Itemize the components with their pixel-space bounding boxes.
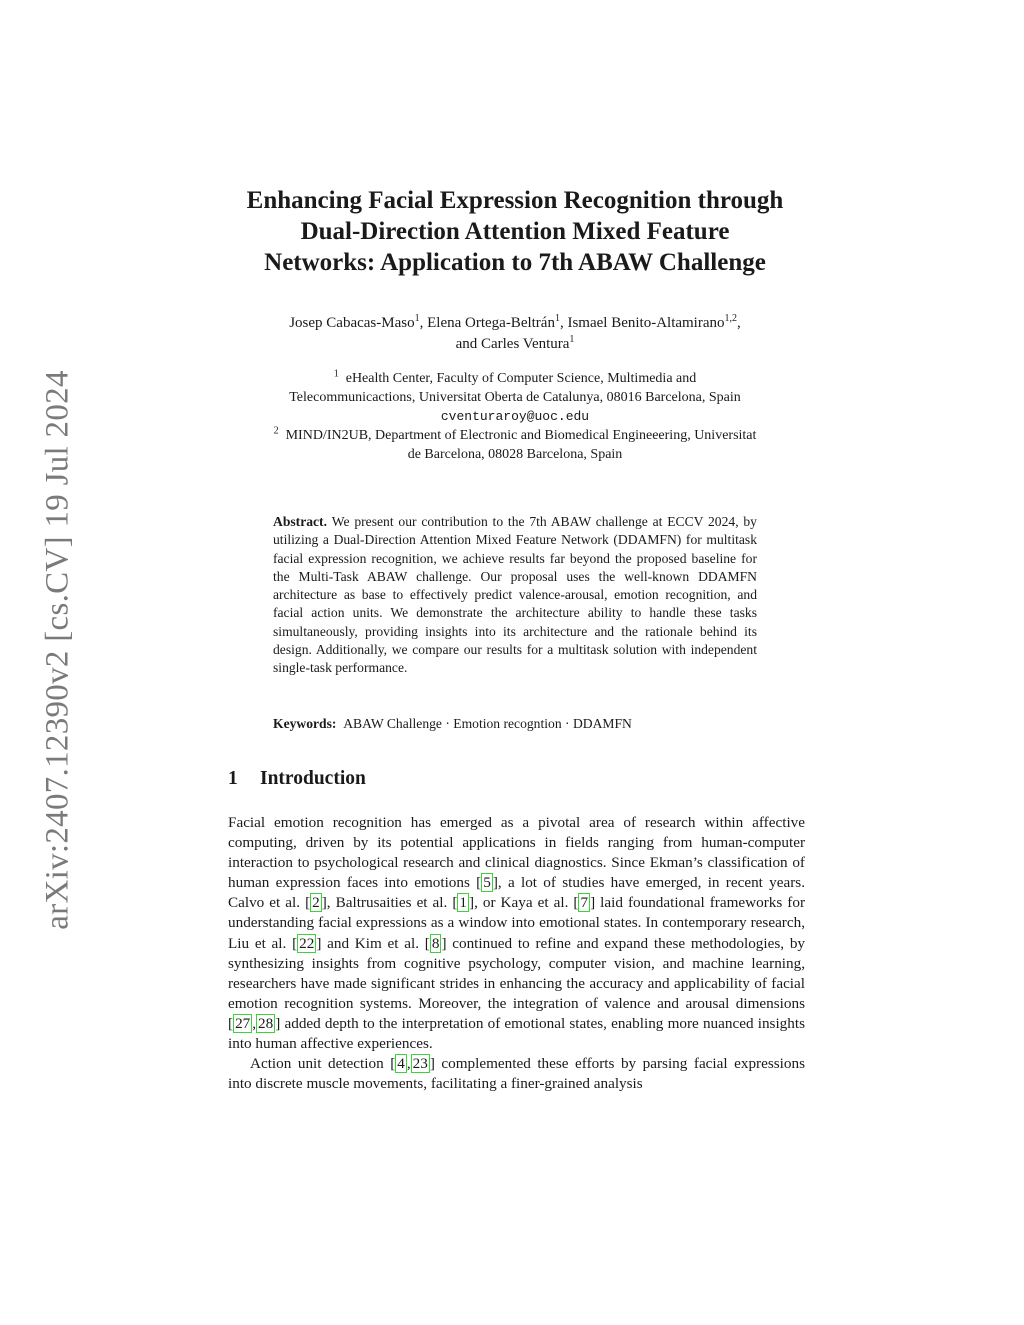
paragraph-text: continued to refine and expand these methodologies, by synthesizing insights from cognitive psychology, computer vision, and machine learning, researchers have made significant strides in enhancing the accuracy and applicability of facial emotion recognition systems. Moreover, the integration of valence and arousal dimensions <box>228 934 806 1012</box>
paragraph: Action unit detection [ 4 , 23 ] complemented these efforts by parsing facial expressions into discrete muscle movements, facilitating a finer-grained analysis <box>228 1055 805 1093</box>
author-list <box>200 313 830 355</box>
paragraph-text: complemented these efforts by parsing facial expressions into discrete muscle movements, facilitating a finer-grained analysis <box>228 1055 805 1093</box>
abstract-label: Abstract. <box>273 514 327 529</box>
paragraph-text: Action unit detection <box>250 1055 391 1073</box>
section-title: Introduction <box>260 768 366 789</box>
citation-link[interactable]: 22 <box>299 934 315 952</box>
paragraph-text: and Kim et al. <box>321 934 425 952</box>
abstract-text: We present our contribution to the 7th ABAW challenge at ECCV 2024, by utilizing a Dual-Direction Attention Mixed Feature Network (DDAMFN) for multitask facial expression recognition, we achieve results far beyond the proposed baseline for the Multi-Task ABAW challenge. Our proposal uses the well-known DDAMFN architecture as base to effectively predict valence-arousal, emotion recognition, and facial action units. We demonstrate the architecture ability to handle these tasks simultaneously, providing insights into its architecture and the rationale behind its design. Additionally, we compare our results for a multitask solution with independent single-task performance. <box>273 514 757 676</box>
title-line-2: Dual-Direction Attention Mixed Feature <box>300 218 730 245</box>
title-line-1: Enhancing Facial Expression Recognition through <box>246 187 784 214</box>
author-name: , Elena Ortega-Beltrán <box>419 315 555 331</box>
citation-link[interactable]: 23 <box>412 1055 428 1073</box>
section-number: 1 <box>228 768 238 789</box>
email-link[interactable]: cventuraroy@uoc.edu <box>440 409 590 424</box>
paragraph-text: , a lot of studies have emerged, in recent years. Calvo et al. <box>228 874 805 912</box>
keywords <box>273 715 757 733</box>
affiliation-text: eHealth Center, Faculty of Computer Science, Multimedia and <box>345 371 697 386</box>
affiliation-text: MIND/IN2UB, Department of Electronic and Biomedical Engineeering, Universitat <box>285 428 757 443</box>
introduction-body <box>228 813 805 1094</box>
author-name: , Ismael Benito-Altamirano <box>559 315 725 331</box>
citation-link[interactable]: 2 <box>312 894 320 912</box>
abstract <box>273 513 757 678</box>
citation-link[interactable]: 4 <box>397 1055 405 1073</box>
citation-link[interactable]: 1 <box>459 894 467 912</box>
paragraph-text: laid foundational frameworks for understanding facial expressions as a window into emotional states. In contemporary research, Liu et al. <box>228 894 806 952</box>
citation-link[interactable]: 5 <box>483 874 491 892</box>
paragraph-text: added depth to the interpretation of emotional states, enabling more nuanced insights into human affective experiences. <box>228 1014 805 1053</box>
section-heading <box>228 768 366 790</box>
affiliation-number: 2 <box>273 425 279 437</box>
author-affiliation-mark: 1 <box>569 334 575 345</box>
citation-link[interactable]: 28 <box>258 1014 274 1032</box>
citation-link[interactable]: 7 <box>580 894 589 912</box>
affiliation-1 <box>200 369 830 388</box>
paragraph: Facial emotion recognition has emerged as a pivotal area of research within affective computing, driven by its potential applications in fields ranging from human-computer interaction to psychological research and clinical diagnostics. Since Ekman’s classification of human expression faces into emotions [ 5 ], a lot of studies have emerged, in recent years. Calvo et al. [ 2 ], Baltrusaities et al. [ 1 ], or Kaya et al. [ 7 ] laid foundational frameworks for understanding facial expressions as a window into emotional states. In contemporary research, Liu et al. [ 22 ] and Kim et al. [ 8 ] continued to refine and expand these methodologies, by synthesizing insights from cognitive psychology, computer vision, and machine learning, researchers have made significant strides in enhancing the accuracy and applicability of facial emotion recognition systems. Moreover, the integration of valence and arousal dimensions [ 27 , 28 ] added depth to the interpretation of emotional states, enabling more nuanced insights into human affective experiences. <box>228 814 806 1053</box>
author-name: and Carles Ventura <box>455 336 570 352</box>
affiliation-text: de Barcelona, 08028 Barcelona, Spain <box>407 447 623 462</box>
arxiv-identifier: arXiv:2407.12390v2 [cs.CV] 19 Jul 2024 <box>39 370 76 930</box>
affiliation-text: Telecommunicactions, Universitat Oberta de Catalunya, 08016 Barcelona, Spain <box>289 390 741 405</box>
affiliation-number: 1 <box>333 368 339 380</box>
keywords-text: ABAW Challenge · Emotion recogntion · DDAMFN <box>343 716 632 731</box>
author-separator: , <box>737 315 741 331</box>
author-affiliation-mark: 1,2 <box>724 313 738 324</box>
author-affiliation-mark: 1 <box>554 313 560 324</box>
citation-link[interactable]: 27 <box>235 1014 251 1032</box>
author-name: Josep Cabacas-Maso <box>289 315 415 331</box>
author-affiliation-mark: 1 <box>414 313 420 324</box>
citation-link[interactable]: 8 <box>431 934 440 952</box>
affiliation-2 <box>200 426 830 445</box>
affiliations <box>200 369 830 464</box>
paragraph-text: , Baltrusaities et al. <box>326 894 453 912</box>
paragraph-text: Facial emotion recognition has emerged as a pivotal area of research within affective computing, driven by its potential applications in fields ranging from human-computer interaction to psychological research and clinical diagnostics. Since Ekman’s classification of human expression faces into emotions <box>228 814 805 892</box>
paper-title <box>200 185 830 278</box>
keywords-label: Keywords: <box>273 716 337 731</box>
title-line-3: Networks: Application to 7th ABAW Challenge <box>264 249 766 276</box>
paragraph-text: , or Kaya et al. <box>474 894 574 912</box>
